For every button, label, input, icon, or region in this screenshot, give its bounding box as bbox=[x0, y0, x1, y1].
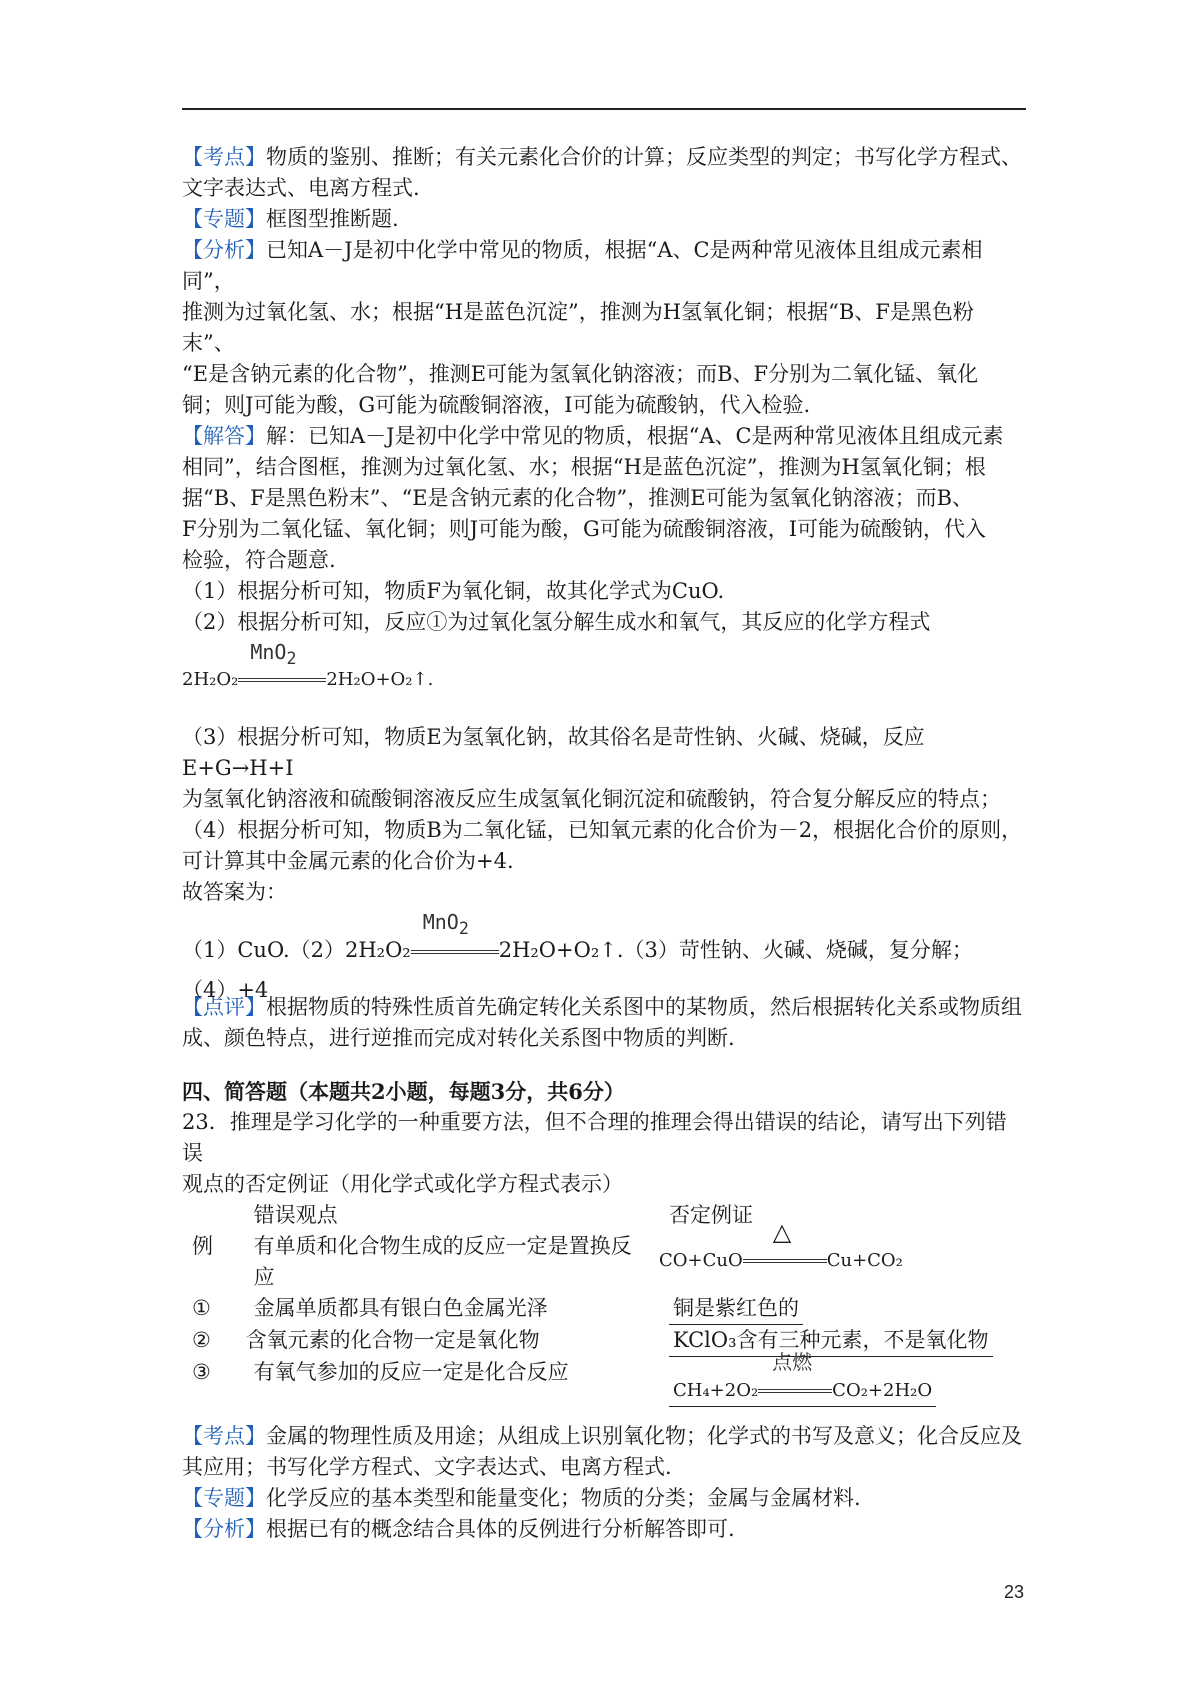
kaodian-line-2: 文字表达式、电离方程式. bbox=[182, 176, 420, 200]
counter-example: 铜是紫红色的 bbox=[669, 1293, 803, 1325]
zhuanti-tag: 【专题】 bbox=[182, 207, 266, 231]
counter-example: CH₄+2O₂ 点燃 CO₂+2H₂O bbox=[669, 1375, 936, 1407]
jieda-line-5: 检验，符合题意. bbox=[182, 548, 336, 572]
table-header bbox=[182, 1200, 1026, 1231]
wrong-view: 有单质和化合物生成的反应一定是置换反 bbox=[253, 1234, 632, 1258]
table-row bbox=[182, 1293, 1026, 1325]
equation-1 bbox=[182, 640, 1026, 700]
kaodian-tag: 【考点】 bbox=[182, 1424, 266, 1448]
ignite-condition: 点燃 bbox=[772, 1350, 813, 1374]
answer-q3-line-1: （3）根据分析可知，物质E为氢氧化钠，故其俗名是苛性钠、火碱、烧碱，反应E+G→H+I bbox=[182, 725, 925, 780]
table-row bbox=[182, 1357, 1026, 1407]
jieda-line-1: 【解答】解：已知A－J是初中化学中常见的物质，根据“A、C是两种常见液体且组成元素 bbox=[182, 424, 1004, 448]
answer-intro: 故答案为： bbox=[182, 880, 287, 904]
zhuanti2-line: 【专题】化学反应的基本类型和能量变化；物质的分类；金属与金属材料. bbox=[182, 1486, 861, 1510]
fenxi-line-3: “E是含钠元素的化合物”，推测E可能为氢氧化钠溶液；而B、F分别为二氧化锰、氧化 bbox=[182, 362, 979, 386]
col-wrong-header: 错误观点 bbox=[253, 1203, 338, 1227]
kaodian2-line-1: 【考点】金属的物理性质及用途；从组成上识别氧化物；化学式的书写及意义；化合反应及 bbox=[182, 1424, 1022, 1448]
final-answer-condition: MnO$_2$ bbox=[422, 910, 469, 938]
section-4-title: 四、简答题（本题共2小题，每题3分，共6分） bbox=[182, 1079, 625, 1104]
fenxi-tag: 【分析】 bbox=[182, 238, 266, 262]
dianping-tag: 【点评】 bbox=[182, 995, 266, 1019]
dianping-line-1: 【点评】根据物质的特殊性质首先确定转化关系图中的某物质，然后根据转化关系或物质组 bbox=[182, 995, 1022, 1019]
row-index: ① bbox=[192, 1296, 211, 1320]
counterexample-table bbox=[182, 1200, 1026, 1407]
page-content bbox=[182, 142, 1026, 1545]
ignite-arrow bbox=[758, 1350, 832, 1406]
question-23-line-2: 观点的否定例证（用化学式或化学方程式表示） bbox=[182, 1172, 623, 1196]
fenxi-line-4: 铜；则J可能为酸，G可能为硫酸铜溶液，I可能为硫酸钠，代入检验. bbox=[182, 393, 811, 417]
eq1-right: 2H₂O+O₂↑. bbox=[326, 669, 434, 690]
wrong-view: 金属单质都具有银白色金属光泽 bbox=[253, 1296, 548, 1320]
col-counter-header: 否定例证 bbox=[668, 1203, 753, 1227]
row-index: ③ bbox=[192, 1360, 211, 1384]
jieda-tag: 【解答】 bbox=[182, 424, 266, 448]
final-answer bbox=[182, 910, 1026, 1002]
counter-example: KClO₃含有三种元素，不是氧化物 bbox=[669, 1325, 993, 1357]
kaodian-line-1: 【考点】物质的鉴别、推断；有关元素化合价的计算；反应类型的判定；书写化学方程式、 bbox=[182, 145, 1022, 169]
answer-q3-line-2: 为氢氧化钠溶液和硫酸铜溶液反应生成氢氧化铜沉淀和硫酸钠，符合复分解反应的特点； bbox=[182, 787, 1001, 811]
row-index: ② bbox=[192, 1328, 211, 1352]
fenxi-line-2: 推测为过氧化氢、水；根据“H是蓝色沉淀”，推测为H氢氧化铜；根据“B、F是黑色粉末”、 bbox=[182, 300, 974, 355]
wrong-view: 含氧元素的化合物一定是氧化物 bbox=[245, 1328, 540, 1352]
counter-example: CO+CuO △ Cu+CO₂ bbox=[659, 1231, 1026, 1293]
zhuanti-tag: 【专题】 bbox=[182, 1486, 266, 1510]
jieda-line-2: 相同”，结合图框，推测为过氧化氢、水；根据“H是蓝色沉淀”，推测为H氢氧化铜；根 bbox=[182, 455, 986, 479]
jieda-line-3: 据“B、F是黑色粉末”、“E是含钠元素的化合物”，推测E可能为氢氧化钠溶液；而B、 bbox=[182, 486, 974, 510]
heat-arrow bbox=[743, 1218, 827, 1276]
final-answer-prefix: （1）CuO.（2）2H₂O₂ bbox=[182, 938, 411, 962]
answer-q4-line-1: （4）根据分析可知，物质B为二氧化锰，已知氧元素的化合价为－2，根据化合价的原则， bbox=[182, 818, 1023, 842]
dianping-line-2: 成、颜色特点，进行逆推而完成对转化关系图中物质的判断. bbox=[182, 1026, 735, 1050]
row-index: 例 bbox=[192, 1234, 213, 1258]
final-answer-suffix: 2H₂O+O₂↑.（3）苛性钠、火碱、烧碱，复分解；（4）+4 bbox=[182, 938, 973, 1002]
fenxi-tag: 【分析】 bbox=[182, 1517, 266, 1541]
eq1-arrow bbox=[238, 640, 326, 700]
fenxi2-line: 【分析】根据已有的概念结合具体的反例进行分析解答即可. bbox=[182, 1517, 735, 1541]
table-row: 例 有单质和化合物生成的反应一定是置换反 应 CO+CuO △ Cu+CO₂ bbox=[182, 1231, 1026, 1293]
jieda-line-4: F分别为二氧化锰、氧化铜；则J可能为酸，G可能为硫酸铜溶液，I可能为硫酸钠，代入 bbox=[182, 517, 987, 541]
page-number: 23 bbox=[1003, 1582, 1024, 1602]
wrong-view: 有氧气参加的反应一定是化合反应 bbox=[253, 1360, 569, 1384]
final-answer-arrow bbox=[411, 910, 499, 970]
answer-q2: （2）根据分析可知，反应①为过氧化氢分解生成水和氧气，其反应的化学方程式 bbox=[182, 610, 931, 634]
header-rule bbox=[182, 108, 1026, 110]
kaodian2-line-2: 其应用；书写化学方程式、文字表达式、电离方程式. bbox=[182, 1455, 672, 1479]
question-23-line-1: 23．推理是学习化学的一种重要方法，但不合理的推理会得出错误的结论，请写出下列错误 bbox=[182, 1110, 1007, 1165]
triangle-icon: △ bbox=[772, 1218, 792, 1246]
kaodian-tag: 【考点】 bbox=[182, 145, 266, 169]
eq1-left: 2H₂O₂ bbox=[182, 669, 239, 690]
zhuanti-line: 【专题】框图型推断题. bbox=[182, 207, 399, 231]
table-row bbox=[182, 1325, 1026, 1357]
fenxi-line-1: 【分析】已知A－J是初中化学中常见的物质，根据“A、C是两种常见液体且组成元素相同”， bbox=[182, 238, 983, 293]
eq1-condition: MnO$_2$ bbox=[250, 640, 297, 668]
answer-q1: （1）根据分析可知，物质F为氧化铜，故其化学式为CuO. bbox=[182, 579, 725, 603]
answer-q4-line-2: 可计算其中金属元素的化合价为+4. bbox=[182, 849, 514, 873]
